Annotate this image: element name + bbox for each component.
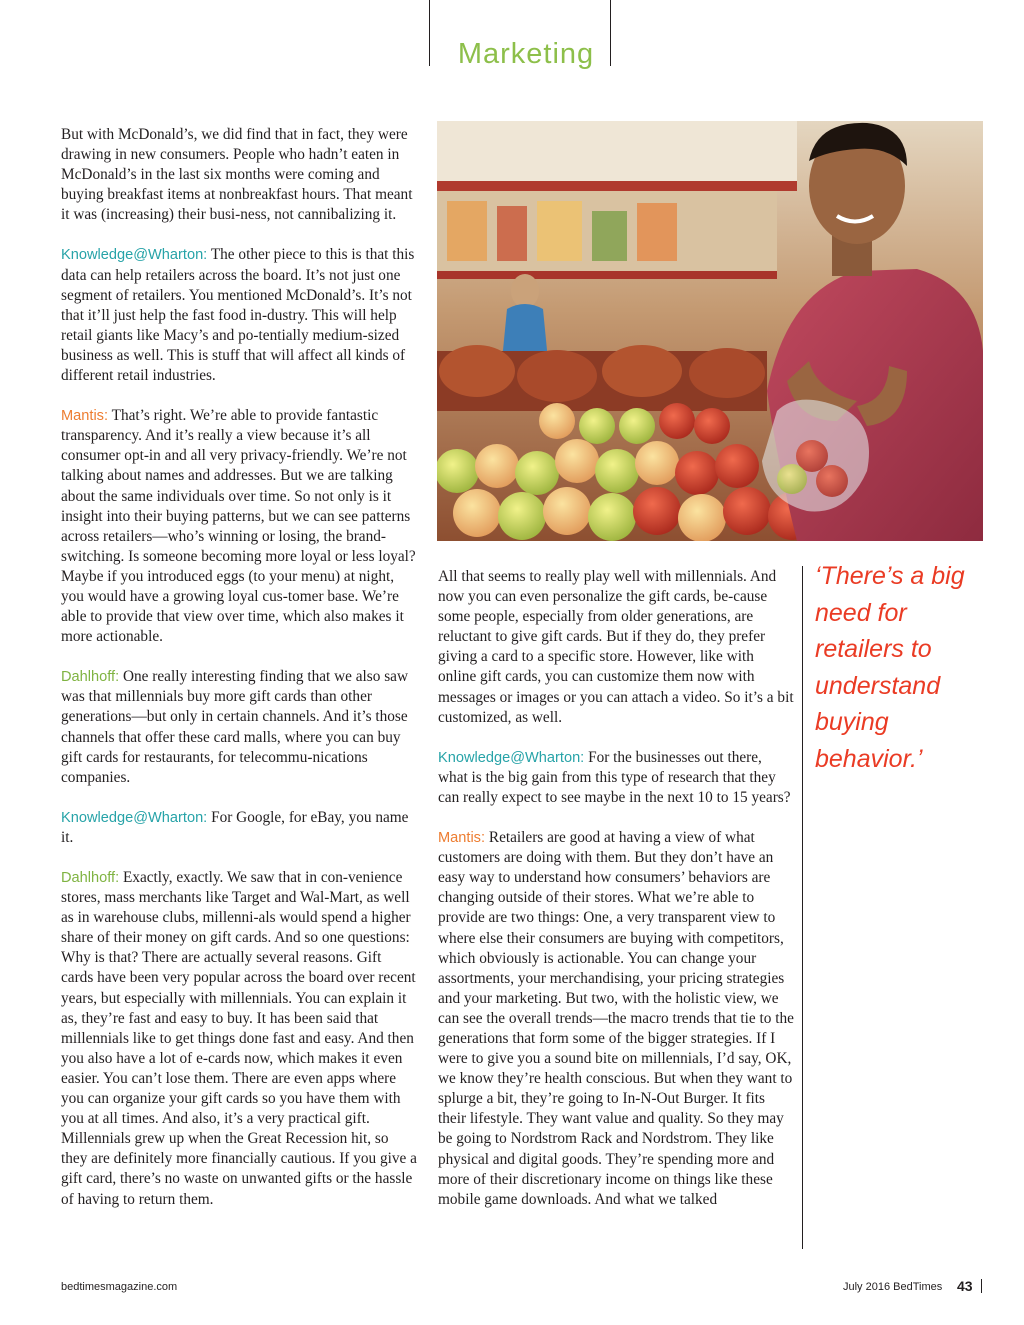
speaker-label: Knowledge@Wharton: xyxy=(61,809,208,826)
paragraph xyxy=(61,245,417,386)
speaker-label: Dahlhoff: xyxy=(61,669,120,686)
column-divider xyxy=(802,566,803,1249)
paragraph xyxy=(61,406,417,647)
paragraph xyxy=(61,808,417,848)
paragraph-text: Exactly, exactly. We saw that in con-venience stores, mass merchants like Target and Wal-Mart, as well as in warehouse clubs, millenni-als would spend a higher share of their money on gift cards. And so one questions: Why is that? There are actually several reasons. Gift cards have been very popular across the board over recent years, but especially with millennials. You can explain it as, they’re fast and easy to buy. It has been said that millennials like to get things done fast and easy. And then you also have a lot of e-cards now, which makes it even easier. You can’t lose them. There are even apps where you can organize your gift cards so you have them with you at all times. And also, it’s a very practical gift. Millennials grew up when the Great Recession hit, so they are definitely more financially cautious. If you give a gift card, there’s no waste on unwanted gifts or the hassle of having to return them. xyxy=(61,869,417,1208)
section-label: Marketing xyxy=(457,38,595,70)
speaker-label: Mantis: xyxy=(61,408,109,425)
paragraph-text: For Google, for eBay, you name it. xyxy=(61,808,409,846)
speaker-label: Knowledge@Wharton: xyxy=(438,749,585,766)
paragraph-text: Retailers are good at having a view of what customers are doing with them. But they don’t have an easy way to understand how consumers’ behaviors are changing outside of their stores. What we’re able to provide are two things: One, a very transparent view to where else their consumers are buying with competitors, which obviously is actionable. You can change your assortments, your merchandising, your pricing strategies and your marketing. But two, with the holistic view, we can see the overall trends—the macro trends that tie to the generations that form some of the bigger strategies. If I were to give you a sound bite on millennials, I’d say, OK, we know they’re health conscious. But when they want to splurge a bit, they’re going to In-N-Out Burger. It fits their lifestyle. They want value and quality. So they may be going to Nordstrom Rack and Nordstrom. They like physical and digital goods. They’re spending more and more of their discretionary income on things like these mobile game downloads. And what we talked xyxy=(438,829,794,1208)
paragraph-text: But with McDonald’s, we did find that in fact, they were drawing in new consumers. People who hadn’t eaten in McDonald’s in the last six months were coming and buying breakfast items at nonbreakfast hours. That meant it was (increasing) their busi-ness, not cannibalizing it. xyxy=(61,126,413,224)
speaker-label: Knowledge@Wharton: xyxy=(61,247,208,264)
photo-illustration xyxy=(437,121,983,541)
paragraph-text: One really interesting finding that we also saw was that millennials buy more gift cards than other generations—but only in certain channels. And it’s those channels that offer these card malls, where you can buy gift cards for restaurants, for telecommu-nications companies. xyxy=(61,668,409,786)
left-column xyxy=(61,125,417,1230)
paragraph-text: The other piece to this is that this data can help retailers across the board. It’s not just one segment of retailers. You mentioned McDonald’s. It’s not that it’ll just help the fast food in-dustry. This will help retail giants like Macy’s and po-tentially medium-sized business as well. This is stuff that will affect all kinds of different retail industries. xyxy=(61,246,415,385)
paragraph-text: All that seems to really play well with millennials. And now you can even personalize the gift cards, be-cause some people, especially from older generations, are reluctant to give gift cards. But if they do, they prefer giving a card to a specific store. However, like with online gift cards, you can customize them now with messages or images or you can attach a video. So it’s a bit customized, as well. xyxy=(438,568,794,726)
paragraph-text: That’s right. We’re able to provide fantastic transparency. And it’s really a view because it’s all consumer opt-in and all very privacy-friendly. We’re not talking about names and addresses. But we are talking about the same individuals over time. So not only is it insight into their buying patterns, but we can see patterns across retailers—who’s winning or losing, the brand-switching. Is someone becoming more loyal or less loyal? Maybe if you introduced eggs (to your menu) at night, you would have a growing loyal cus-tomer base. We’re able to provide that view over time, which also makes it more actionable. xyxy=(61,407,416,646)
header-rule-right xyxy=(610,0,611,66)
paragraph xyxy=(61,667,417,788)
paragraph xyxy=(61,125,417,225)
header-rule-left xyxy=(429,0,430,66)
paragraph xyxy=(438,748,794,808)
speaker-label: Dahlhoff: xyxy=(61,870,120,886)
grocery-shopper-photo xyxy=(437,121,983,541)
paragraph xyxy=(61,868,417,1210)
paragraph-text: For the businesses out there, what is the big gain from this type of research that they can really expect to see maybe in the next 10 to 15 years? xyxy=(438,748,791,806)
footer-url: bedtimesmagazine.com xyxy=(61,1281,178,1293)
footer-issue: July 2016 BedTimes xyxy=(843,1281,943,1293)
page-number: 43 xyxy=(957,1278,973,1294)
footer-rule xyxy=(981,1279,982,1293)
paragraph xyxy=(438,828,794,1210)
pull-quote: ‘There’s a big need for retailers to understand buying behavior.’ xyxy=(815,562,965,773)
speaker-label: Mantis: xyxy=(438,830,486,847)
paragraph xyxy=(438,567,794,728)
middle-column xyxy=(438,567,794,1230)
